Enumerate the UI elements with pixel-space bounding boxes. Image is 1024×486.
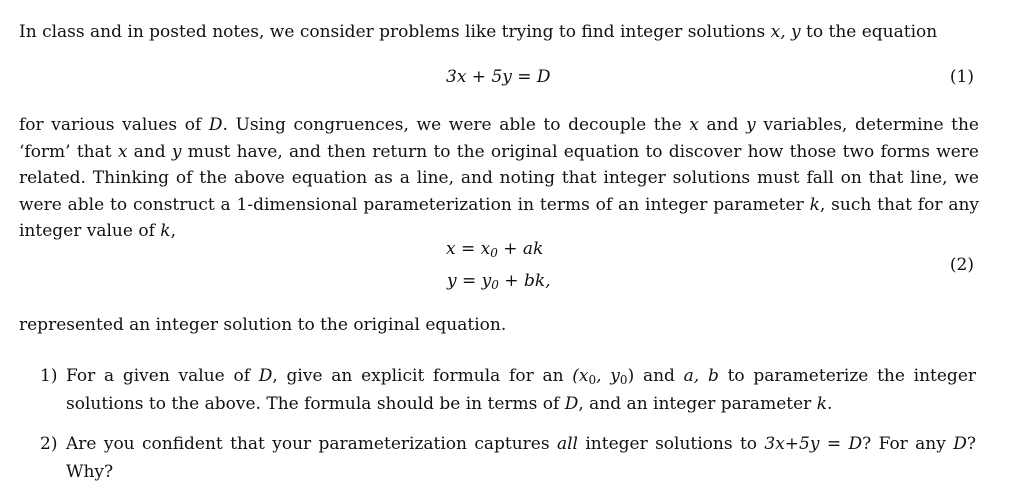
p2-var-x: x	[689, 115, 699, 135]
q1-text-5: , and an integer parameter	[578, 394, 817, 414]
q1-text-1: For a given value of	[66, 366, 259, 386]
question-1	[40, 362, 976, 418]
question-2	[40, 430, 976, 486]
eq2-x-rhs: + ak	[497, 239, 544, 259]
p2-var-y: y	[746, 115, 756, 135]
p2-var-k: k	[809, 194, 820, 215]
p2-var-y2: y	[171, 141, 182, 162]
q1-pair-mid: , y	[596, 366, 620, 386]
p2-text-3: and	[698, 115, 747, 135]
equation-1: 3x + 5y = D	[446, 67, 551, 87]
p2-var-k2: k	[160, 221, 171, 241]
q2-emph-all: all	[556, 434, 578, 454]
q1-var-d2: D	[564, 394, 579, 414]
q1-pair-close: )	[627, 366, 635, 386]
equation-2-line-y	[447, 268, 551, 294]
q2-text-1: Are you confident that your parameterization captures	[66, 434, 557, 454]
question-2-number: 2)	[40, 434, 58, 454]
intro-text-end: to the equation	[800, 22, 938, 42]
p2-text-8: ,	[170, 221, 176, 241]
q2-formula: 3x+5y = D	[764, 434, 863, 454]
q1-text-4: to parameterize the integer solutions to the above. The formula should be in terms of	[66, 366, 977, 414]
q1-var-ab: a, b	[683, 366, 719, 386]
q1-sub-x0: 0	[588, 373, 597, 387]
p2-text-2: . Using congruences, we were able to decouple the	[222, 115, 690, 135]
p2-text-4: variables, determine the ‘form’ that	[19, 115, 979, 162]
q1-sub-y0: 0	[619, 373, 628, 387]
p2-var-d: D	[208, 115, 223, 135]
intro-paragraph	[19, 19, 979, 46]
p2-text-6: must have, and then return to the original equation to discover how those two forms were related. Thinking of the above equation as a line, and noting that integer solutions must fall on that line, we were able to construct a 1-dimensional parameterization in terms of an integer parameter	[19, 141, 979, 215]
p2-text-1: for various values of	[19, 115, 209, 135]
q1-text-3: and	[634, 366, 684, 386]
intro-text: In class and in posted notes, we consider problems like trying to find integer solutions	[19, 22, 771, 42]
q2-text-3: ? For any	[862, 434, 954, 454]
q2-text-4: ? Why?	[66, 434, 976, 482]
q2-var-d: D	[953, 434, 967, 454]
q1-pair-open: (x	[572, 366, 589, 386]
q1-text-2: , give an explicit formula for an	[272, 366, 573, 386]
eq2-y-sub: 0	[491, 278, 499, 292]
q1-var-d: D	[258, 366, 273, 386]
eq2-y-rhs: + bk,	[498, 271, 551, 291]
p2-text-5: and	[127, 141, 172, 162]
result-paragraph: represented an integer solution to the original equation.	[19, 315, 507, 335]
intro-vars: x, y	[770, 22, 801, 42]
question-1-number: 1)	[40, 366, 58, 386]
q1-text-6: .	[827, 394, 833, 414]
eq2-y-lhs: y = y	[447, 271, 492, 291]
eq2-x-sub: 0	[490, 246, 498, 260]
p2-text-7: , such that for any integer value of	[19, 194, 980, 241]
congruence-paragraph	[19, 112, 979, 245]
q1-var-k: k	[816, 394, 827, 414]
equation-2-number: (2)	[949, 255, 974, 275]
p2-var-x2: x	[117, 141, 128, 162]
q2-text-2: integer solutions to	[577, 434, 765, 454]
equation-1-number: (1)	[949, 67, 974, 87]
equation-2-line-x	[446, 236, 543, 262]
eq2-x-lhs: x = x	[446, 239, 491, 259]
